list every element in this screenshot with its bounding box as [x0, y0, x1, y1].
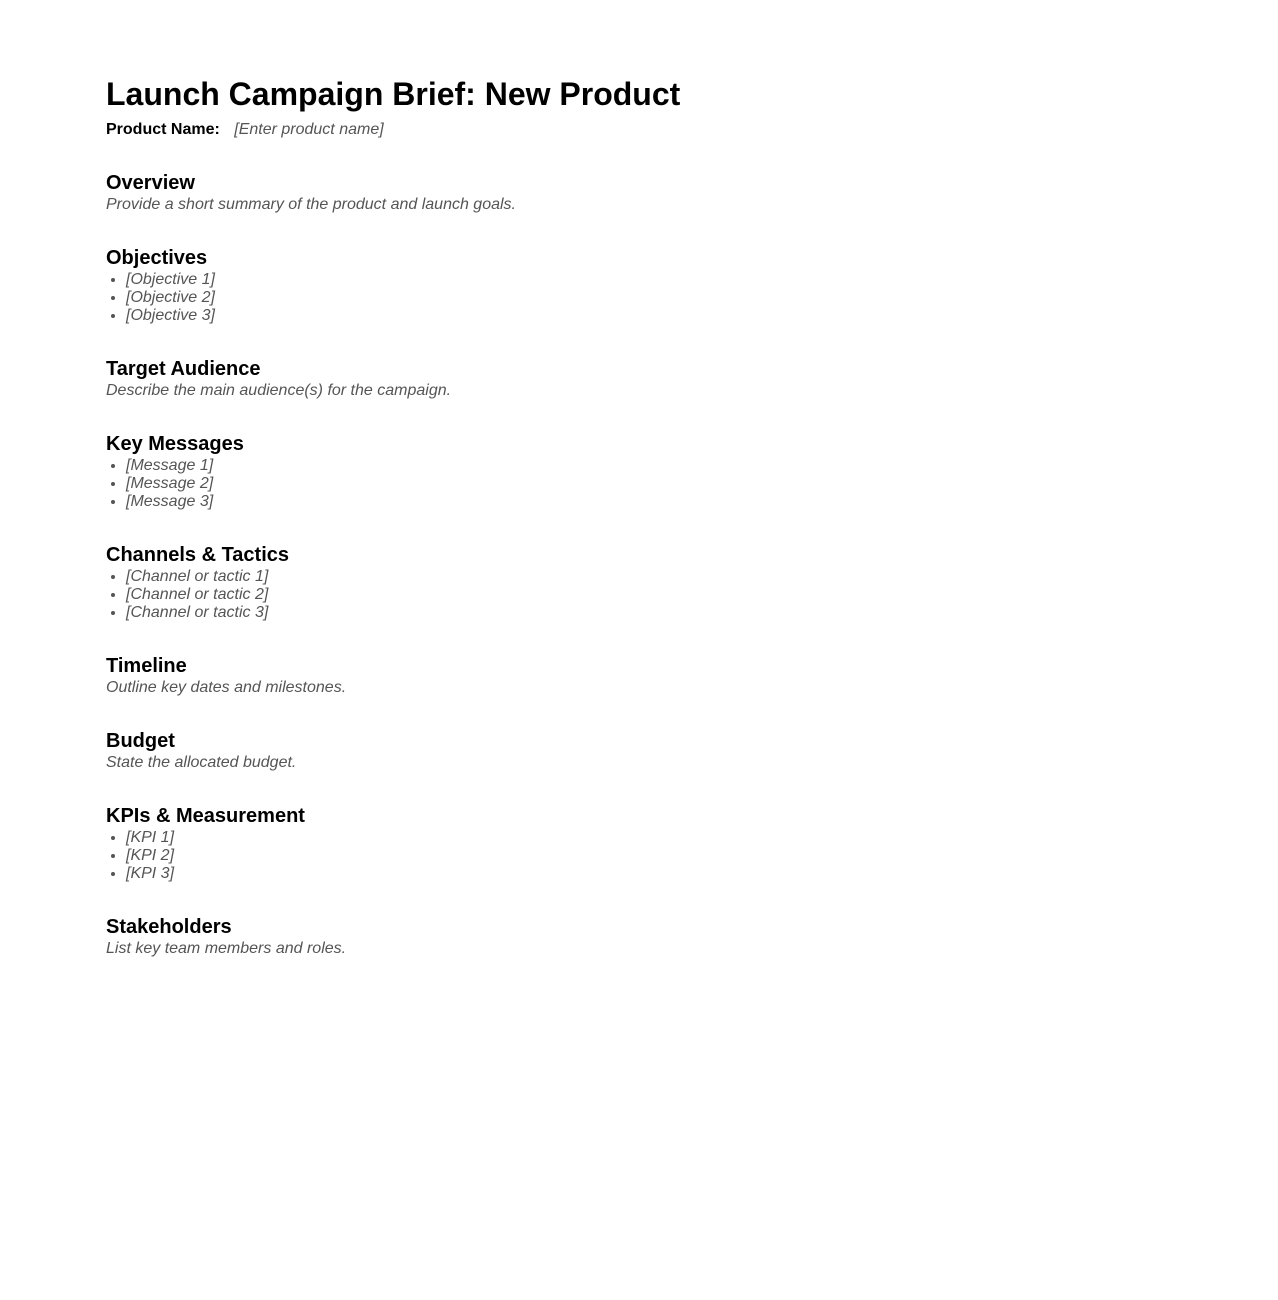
section-heading: Objectives	[106, 247, 208, 269]
list-item: • [Channel or tactic 2]	[126, 586, 1106, 604]
key-messages-list	[106, 457, 1106, 511]
section-budget	[106, 730, 1106, 772]
section-heading: Target Audience	[106, 358, 261, 380]
section-description: Outline key dates and milestones.	[106, 679, 347, 696]
section-heading: Budget	[106, 730, 175, 752]
section-heading: Timeline	[106, 655, 187, 677]
section-target-audience	[106, 358, 1106, 400]
section-heading: Overview	[106, 172, 195, 194]
page-title: Launch Campaign Brief: New Product	[106, 76, 681, 112]
section-heading: Channels & Tactics	[106, 544, 290, 566]
list-item: • [Objective 3]	[126, 307, 1106, 325]
section-heading: KPIs & Measurement	[106, 805, 305, 827]
section-channels-tactics	[106, 544, 1106, 622]
section-key-messages	[106, 433, 1106, 511]
list-item: • [KPI 1]	[126, 829, 1106, 847]
product-name-label: Product Name:	[106, 121, 220, 138]
section-objectives	[106, 247, 1106, 325]
list-item: • [Message 1]	[126, 457, 1106, 475]
list-item: • [KPI 3]	[126, 865, 1106, 883]
list-item: • [Channel or tactic 1]	[126, 568, 1106, 586]
section-stakeholders	[106, 916, 1106, 958]
list-item: • [Message 2]	[126, 475, 1106, 493]
section-description: Provide a short summary of the product and launch goals.	[106, 196, 516, 213]
section-timeline	[106, 655, 1106, 697]
channels-list	[106, 568, 1106, 622]
kpis-list	[106, 829, 1106, 883]
product-name-row	[106, 121, 1106, 139]
objectives-list	[106, 271, 1106, 325]
section-overview	[106, 172, 1106, 214]
section-description: Describe the main audience(s) for the campaign.	[106, 382, 452, 399]
list-item: • [Channel or tactic 3]	[126, 604, 1106, 622]
list-item: • [Objective 1]	[126, 271, 1106, 289]
section-heading: Key Messages	[106, 433, 244, 455]
section-heading: Stakeholders	[106, 916, 232, 938]
section-description: List key team members and roles.	[106, 940, 347, 957]
list-item: • [Message 3]	[126, 493, 1106, 511]
list-item: • [KPI 2]	[126, 847, 1106, 865]
product-name-value: [Enter product name]	[234, 121, 384, 138]
section-description: State the allocated budget.	[106, 754, 297, 771]
section-kpis	[106, 805, 1106, 883]
list-item: • [Objective 2]	[126, 289, 1106, 307]
